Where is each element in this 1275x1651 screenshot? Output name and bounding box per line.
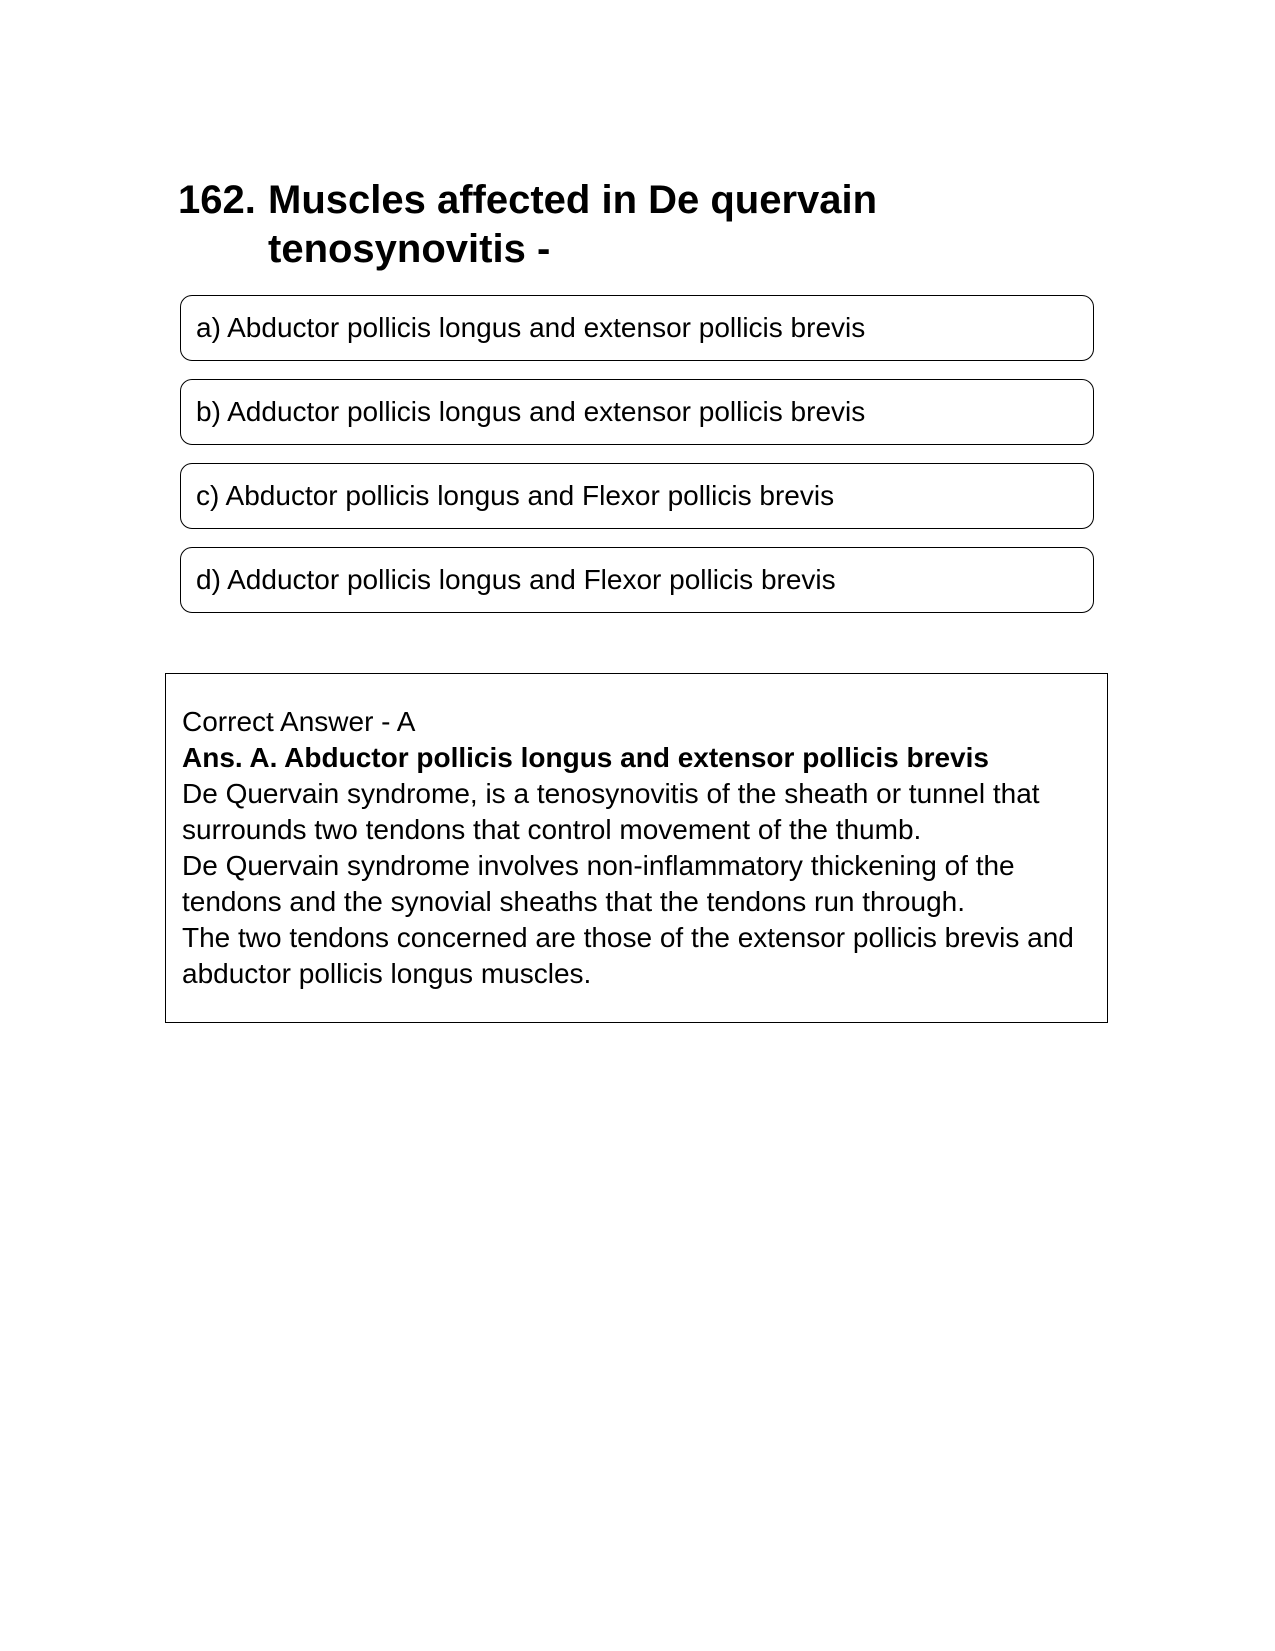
correct-answer-line: Correct Answer - A [182, 706, 416, 737]
answer-heading: Ans. A. Abductor pollicis longus and extensor pollicis brevis [182, 742, 989, 773]
option-b[interactable]: b) Adductor pollicis longus and extensor pollicis brevis [180, 379, 1094, 445]
answer-explanation-box [165, 673, 1108, 1023]
explanation-paragraph: De Quervain syndrome, is a tenosynovitis of the sheath or tunnel that surrounds two tendons that control movement of the thumb. [182, 778, 1040, 845]
question-text: Muscles affected in De quervain tenosynovitis - [268, 178, 878, 271]
option-d[interactable]: d) Adductor pollicis longus and Flexor pollicis brevis [180, 547, 1094, 613]
question-heading [178, 176, 998, 274]
explanation-paragraph: De Quervain syndrome involves non-inflammatory thickening of the tendons and the synovial sheaths that the tendons run through. [182, 850, 1015, 917]
option-c[interactable]: c) Abductor pollicis longus and Flexor pollicis brevis [180, 463, 1094, 529]
explanation-paragraph: The two tendons concerned are those of the extensor pollicis brevis and abductor pollicis longus muscles. [182, 922, 1074, 989]
question-number: 162. [178, 178, 256, 222]
option-a[interactable]: a) Abductor pollicis longus and extensor pollicis brevis [180, 295, 1094, 361]
